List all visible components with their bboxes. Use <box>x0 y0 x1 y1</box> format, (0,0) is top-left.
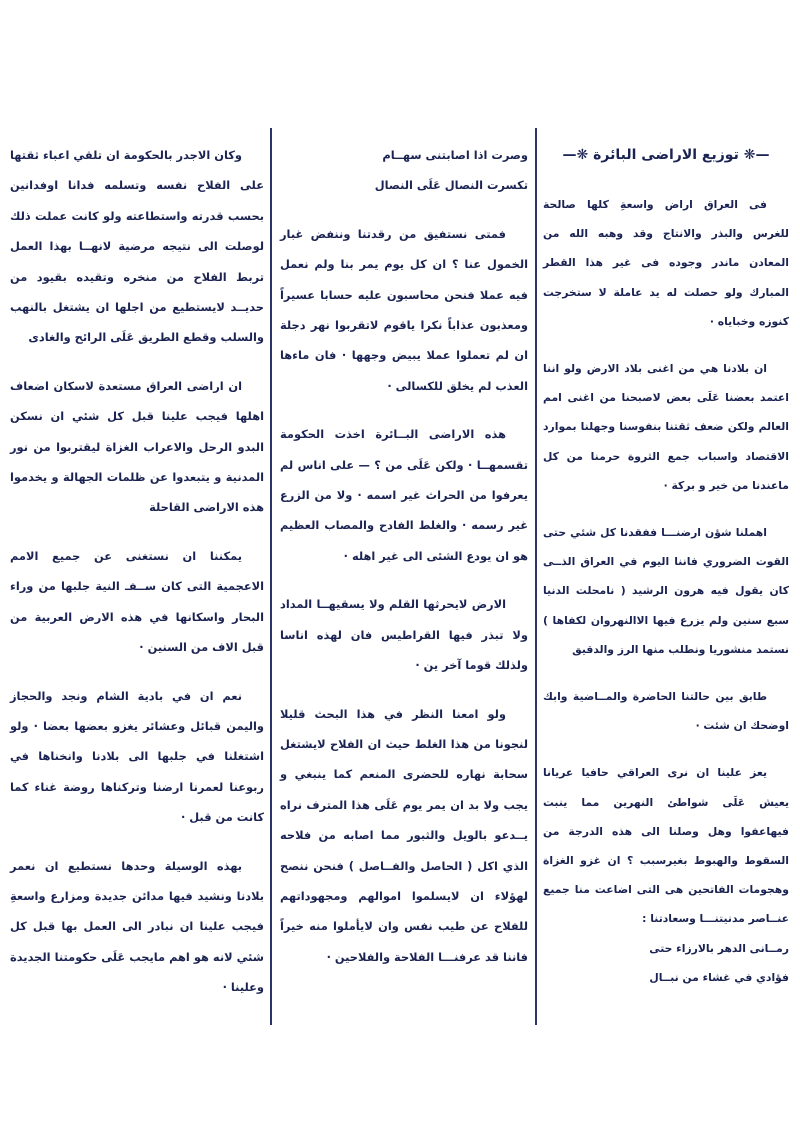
column-right <box>543 140 789 992</box>
paragraph: طابق بين حالتنا الحاضرة والمــاضية وابك اوضحك ان شئت · <box>543 690 789 733</box>
paragraph: وكان الاجدر بالحكومة ان تلقي اعباء ثقتها على الفلاح نفسه وتسلمه فدانا اوفدانين بحسب قدرته واستطاعته ولو كانت عملت ذلك لوصلت الى نتيجه مرضية لانهــا بهذا العمل تربط الفلاح من منخره وتقيده بقيود من حديــد لايستطيع من اجلها ان يشتغل بالنهب والسلب وقطع الطريق عَلَى الرائح والغادى <box>10 148 264 345</box>
paragraph: ان اراضى العراق مستعدة لاسكان اضعاف اهلها فيجب علينا قبل كل شئي ان نسكن البدو الرحل والاعراب الغزاة ليقتربوا من نور المدنية و يتبعدوا عن ظلمات الجهالة و يخدموا هذه الاراضى القاحلة <box>10 378 264 515</box>
paragraph: نعم ان في بادية الشام ونجد والحجاز واليمن قبائل وعشائر يغزو بعضها بعضا · ولو اشتغلنا في جلبها الى بلادنا وانخناها في ربوعنا لعمرنا ارضنا وتركناها روضة غناء كما كانت من قبل · <box>10 688 264 825</box>
paragraph: يعز علينا ان نرى العراقي حافيا عريانا يعيش عَلَى شواطئ النهرين مما ينبت فيهاعفوا وهل وصلنا الى هذه الدرجة من السقوط والهبوط بغيرسبب ؟ ان غزو الغزاة وهجومات الفاتحين هى التى اضاعت منا جميع عنــاصر مدنيتنـــا وسعادتنا : <box>543 766 789 926</box>
paragraph: يمكننا ان نستغنى عن جميع الامم الاعجمية التى كان ســفـ النية جلبها من وراء البحار واسكانها في هذه الارض العربية من قبل الاف من السنين · <box>10 548 264 655</box>
paragraph: اهملنا شؤن ارضنـــا ففقدنا كل شئي حتى القوت الضروري فاننا اليوم في العراق الذــى كان يقول فيه هرون الرشيد ( نامحلت الدنيا سبع سنين ولم يزرع فيها الاالنهروان لكفاها ) نستمد منشوريا ونطلب منها الرز والدقيق <box>543 526 789 656</box>
paragraph: الارض لايحرثها القلم ولا يسقيهــا المداد ولا تبذر فيها القراطيس فان لهذه اناسا ولذلك قوما آخر ين · <box>280 597 528 673</box>
paragraph: بهذه الوسيلة وحدها نستطيع ان نعمر بلادنا ونشيد فيها مدائن جديدة ومزارع واسعةِ فيجب علينا ان نبادر الى العمل بها قبل كل شئي لانه هو اهم مايجب عَلَى حكومتنا الجديدة وعلينا · <box>10 858 264 995</box>
verse-line: تكسرت النصال عَلَى النصال <box>374 178 528 193</box>
article-title: —❋ توزيع الاراضى البائرة ❋— <box>562 147 770 163</box>
verse-block <box>280 140 528 201</box>
paragraph: ان بلادنا هي من اغنى بلاد الارض ولو اننا اعتمد بعضنا عَلَى بعض لاصبحنا من اغنى امم العالم ولكن ضعف ثقتنا بنفوسنا وجهلنا بموارد الاقتصاد واسباب جمع الثروة حرمنا من كل ماعندنا من خير و بركة · <box>543 362 789 492</box>
paragraph: فمتى نستفيق من رقدتنا وننفض غبار الخمول عنا ؟ ان كل يوم يمر بنا ولم نعمل فيه عملا فنحن محاسبون عليه حسابا عسيراً ومعذبون عذاباً نكرا ياقوم لاتقربوا نهر دجلة ان لم تعملوا عملا يبيض وجهها · فان ماءها العذب لم يخلق للكسالى · <box>280 226 528 393</box>
verse-line: رمــانى الدهر بالارزاء حتى <box>649 941 789 955</box>
paragraph: هذه الاراضى البــائرة اخذت الحكومة تقسمهــا · ولكن عَلَى من ؟ — على اناس لم يعرفوا من الحراث غير اسمه · ولا من الزرع غير رسمه · والغلط الفادح والمصاب العظيم هو ان يودع الشئى الى غير اهله · <box>280 427 528 563</box>
paragraph: ولو امعنا النظر في هذا البحث قليلا لنجونا من هذا الغلط حيث ان الفلاح لايشتغل سحابة نهاره للحضرى المنعم كما ينبغي و يجب ولا بد ان يمر يوم عَلَى هذا المترف نراه يــدعو بالويل والثبور مما اصابه من فلاحه الذي اكل ( الحاصل والفــاصل ) فنحن ننصح لهؤلاء ان لايسلموا اموالهم ومجهوداتهم للفلاح عن طيب نفس وان لايأملوا منه خيراً فاننا قد عرفنـــا الفلاحة والفلاحين · <box>280 706 528 964</box>
column-middle <box>280 140 528 990</box>
column-divider <box>535 128 537 1025</box>
verse-line: وصرت اذا اصابتنى سهــام <box>382 148 528 162</box>
verse-line: فؤادي في غشاء من نبــال <box>649 970 789 984</box>
column-divider <box>270 128 272 1025</box>
column-left <box>10 140 264 1021</box>
paragraph: فى العراق اراض واسعةِ كلها صالحة للغرس والبذر والانتاج وقد وهبه الله من المعادن ماندر وجوده فى غير هذا القطر المبارك ولو حصلت له يد عاملة لا ستخرجت كنوزه وخباياه · <box>543 198 789 328</box>
